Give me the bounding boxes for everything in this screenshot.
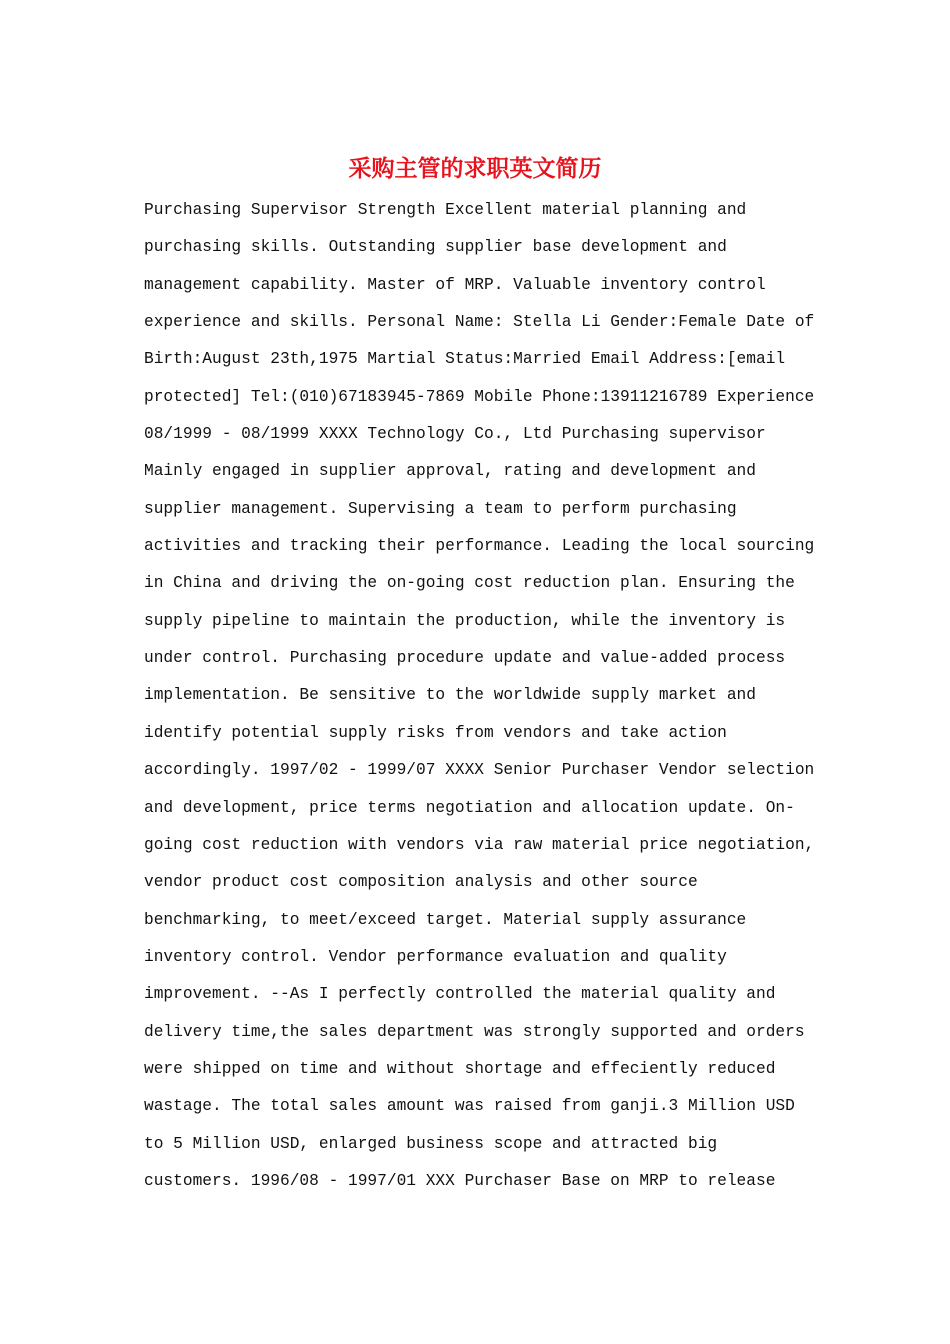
body-line: management capability. Master of MRP. Valuable inventory control	[144, 275, 766, 294]
body-line: to 5 Million USD, enlarged business scope and attracted big	[144, 1134, 718, 1153]
body-line: and development, price terms negotiation and allocation update. On-	[144, 798, 795, 817]
body-line: inventory control. Vendor performance evaluation and quality	[144, 947, 727, 966]
body-line: Purchasing Supervisor Strength Excellent material planning and	[144, 201, 747, 219]
body-line: 08/1999 - 08/1999 XXXX Technology Co., Ltd Purchasing supervisor	[144, 425, 766, 444]
body-line: protected] Tel:(010)67183945-7869 Mobile Phone:13911216789 Experience	[144, 387, 815, 406]
body-line: improvement. --As I perfectly controlled the material quality and	[144, 985, 776, 1004]
body-line: benchmarking, to meet/exceed target. Material supply assurance	[144, 910, 747, 929]
body-line: implementation. Be sensitive to the worldwide supply market and	[144, 686, 756, 705]
body-line: accordingly. 1997/02 - 1999/07 XXXX Senior Purchaser Vendor selection	[144, 761, 815, 780]
document-title: 采购主管的求职英文简历	[348, 155, 602, 182]
body-line: delivery time,the sales department was strongly supported and orders	[144, 1022, 805, 1041]
body-line: under control. Purchasing procedure update and value-added process	[144, 649, 786, 668]
body-line: going cost reduction with vendors via raw material price negotiation,	[144, 835, 815, 854]
body-line: were shipped on time and without shortage and effeciently reduced	[144, 1059, 776, 1078]
body-line: supply pipeline to maintain the production, while the inventory is	[144, 611, 786, 630]
body-line: supplier management. Supervising a team to perform purchasing	[144, 499, 737, 518]
body-line: vendor product cost composition analysis and other source	[144, 873, 698, 892]
body-line: activities and tracking their performance. Leading the local sourcing	[144, 537, 815, 556]
body-line: in China and driving the on-going cost reduction plan. Ensuring the	[144, 574, 795, 593]
body-line: wastage. The total sales amount was raised from ganji.3 Million USD	[144, 1097, 795, 1116]
body-line: customers. 1996/08 - 1997/01 XXX Purchaser Base on MRP to release	[144, 1171, 776, 1190]
body-line: Birth:August 23th,1975 Martial Status:Married Email Address:[email	[144, 350, 786, 369]
body-line: purchasing skills. Outstanding supplier base development and	[144, 238, 727, 257]
body-line: identify potential supply risks from vendors and take action	[144, 723, 727, 742]
body-line: Mainly engaged in supplier approval, rating and development and	[144, 462, 756, 481]
body-line: experience and skills. Personal Name: Stella Li Gender:Female Date of	[144, 313, 815, 332]
resume-body	[144, 192, 824, 1200]
